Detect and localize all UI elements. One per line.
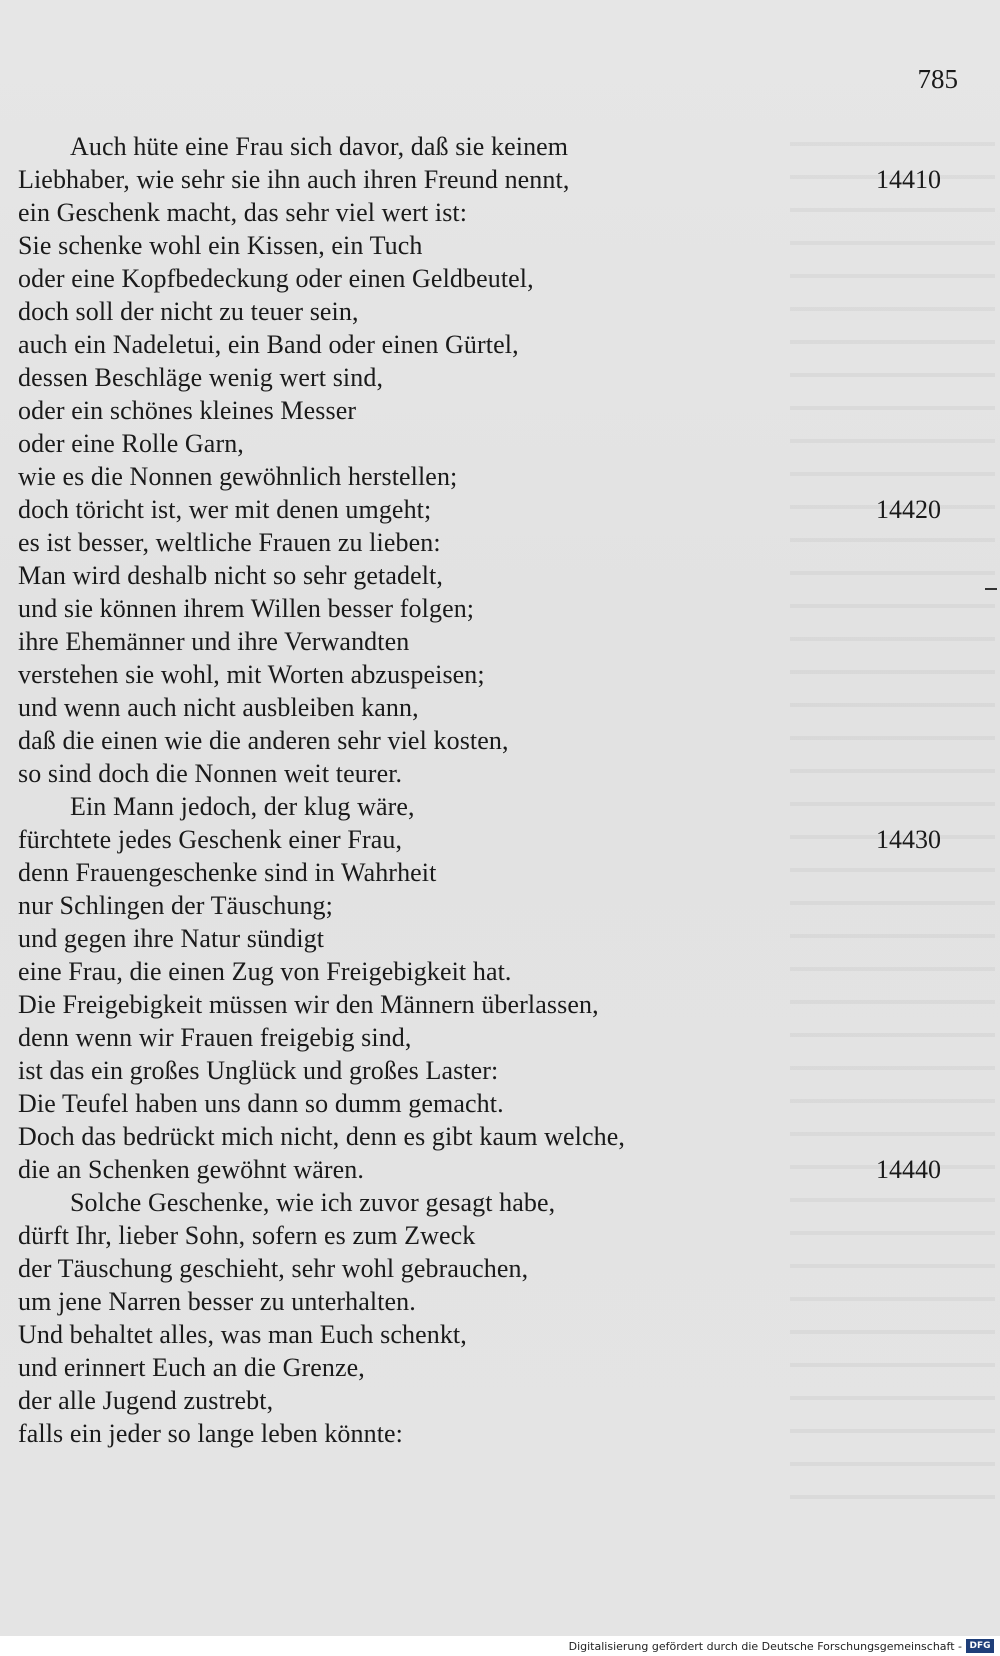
- verse-line: Man wird deshalb nicht so sehr getadelt,: [18, 561, 443, 590]
- verse-line: und wenn auch nicht ausbleiben kann,: [18, 693, 419, 722]
- verse-line: doch töricht ist, wer mit denen umgeht;: [18, 495, 432, 524]
- verse-line: oder eine Rolle Garn,: [18, 429, 244, 458]
- verse-line: auch ein Nadeletui, ein Band oder einen Gürtel,: [18, 330, 519, 359]
- verse-line: der alle Jugend zustrebt,: [18, 1386, 274, 1415]
- verse-line: verstehen sie wohl, mit Worten abzuspeisen;: [18, 660, 485, 689]
- verse-line: ein Geschenk macht, das sehr viel wert ist:: [18, 198, 468, 227]
- verse-line: Solche Geschenke, wie ich zuvor gesagt habe,: [70, 1188, 556, 1217]
- bleed-through-text: [790, 120, 995, 1520]
- line-number: 14410: [876, 165, 941, 194]
- verse-line: Sie schenke wohl ein Kissen, ein Tuch: [18, 231, 423, 260]
- verse-line: Ein Mann jedoch, der klug wäre,: [70, 792, 415, 821]
- verse-line: denn wenn wir Frauen freigebig sind,: [18, 1023, 412, 1052]
- verse-line: dürft Ihr, lieber Sohn, sofern es zum Zweck: [18, 1221, 476, 1250]
- verse-line: fürchtete jedes Geschenk einer Frau,: [18, 825, 403, 854]
- verse-line: falls ein jeder so lange leben könnte:: [18, 1419, 404, 1448]
- verse-line: ihre Ehemänner und ihre Verwandten: [18, 627, 410, 656]
- verse-line: daß die einen wie die anderen sehr viel kosten,: [18, 726, 509, 755]
- line-number: 14430: [876, 825, 941, 854]
- verse-line: Die Teufel haben uns dann so dumm gemacht.: [18, 1089, 504, 1118]
- verse-line: oder eine Kopfbedeckung oder einen Geldbeutel,: [18, 264, 534, 293]
- verse-line: wie es die Nonnen gewöhnlich herstellen;: [18, 462, 458, 491]
- verse-line: denn Frauengeschenke sind in Wahrheit: [18, 858, 437, 887]
- verse-line: Auch hüte eine Frau sich davor, daß sie keinem: [70, 132, 569, 161]
- verse-line: der Täuschung geschieht, sehr wohl gebrauchen,: [18, 1254, 529, 1283]
- verse-line: Und behaltet alles, was man Euch schenkt,: [18, 1320, 467, 1349]
- line-number: 14420: [876, 495, 941, 524]
- verse-line: es ist besser, weltliche Frauen zu lieben:: [18, 528, 441, 557]
- verse-line: und sie können ihrem Willen besser folgen;: [18, 594, 475, 623]
- verse-line: um jene Narren besser zu unterhalten.: [18, 1287, 416, 1316]
- verse-line: eine Frau, die einen Zug von Freigebigkeit hat.: [18, 957, 512, 986]
- verse-line: und gegen ihre Natur sündigt: [18, 924, 325, 953]
- verse-line: die an Schenken gewöhnt wären.: [18, 1155, 364, 1184]
- verse-line: doch soll der nicht zu teuer sein,: [18, 297, 359, 326]
- verse-line: so sind doch die Nonnen weit teurer.: [18, 759, 403, 788]
- verse-block: [18, 130, 778, 1450]
- verse-line: dessen Beschläge wenig wert sind,: [18, 363, 384, 392]
- page-number: 785: [917, 64, 958, 94]
- footer-bar: [0, 1636, 1000, 1656]
- verse-line: Die Freigebigkeit müssen wir den Männern überlassen,: [18, 990, 599, 1019]
- verse-line: Doch das bedrückt mich nicht, denn es gibt kaum welche,: [18, 1122, 625, 1151]
- dfg-logo: DFG: [966, 1639, 994, 1653]
- verse-line: oder ein schönes kleines Messer: [18, 396, 357, 425]
- verse-line: Liebhaber, wie sehr sie ihn auch ihren Freund nennt,: [18, 165, 570, 194]
- line-number: 14440: [876, 1155, 941, 1184]
- funding-credit: Digitalisierung gefördert durch die Deutsche Forschungsgemeinschaft -: [568, 1640, 962, 1653]
- verse-line: nur Schlingen der Täuschung;: [18, 891, 333, 920]
- verse-line: ist das ein großes Unglück und großes Laster:: [18, 1056, 499, 1085]
- verse-line: und erinnert Euch an die Grenze,: [18, 1353, 365, 1382]
- margin-mark: [985, 588, 997, 590]
